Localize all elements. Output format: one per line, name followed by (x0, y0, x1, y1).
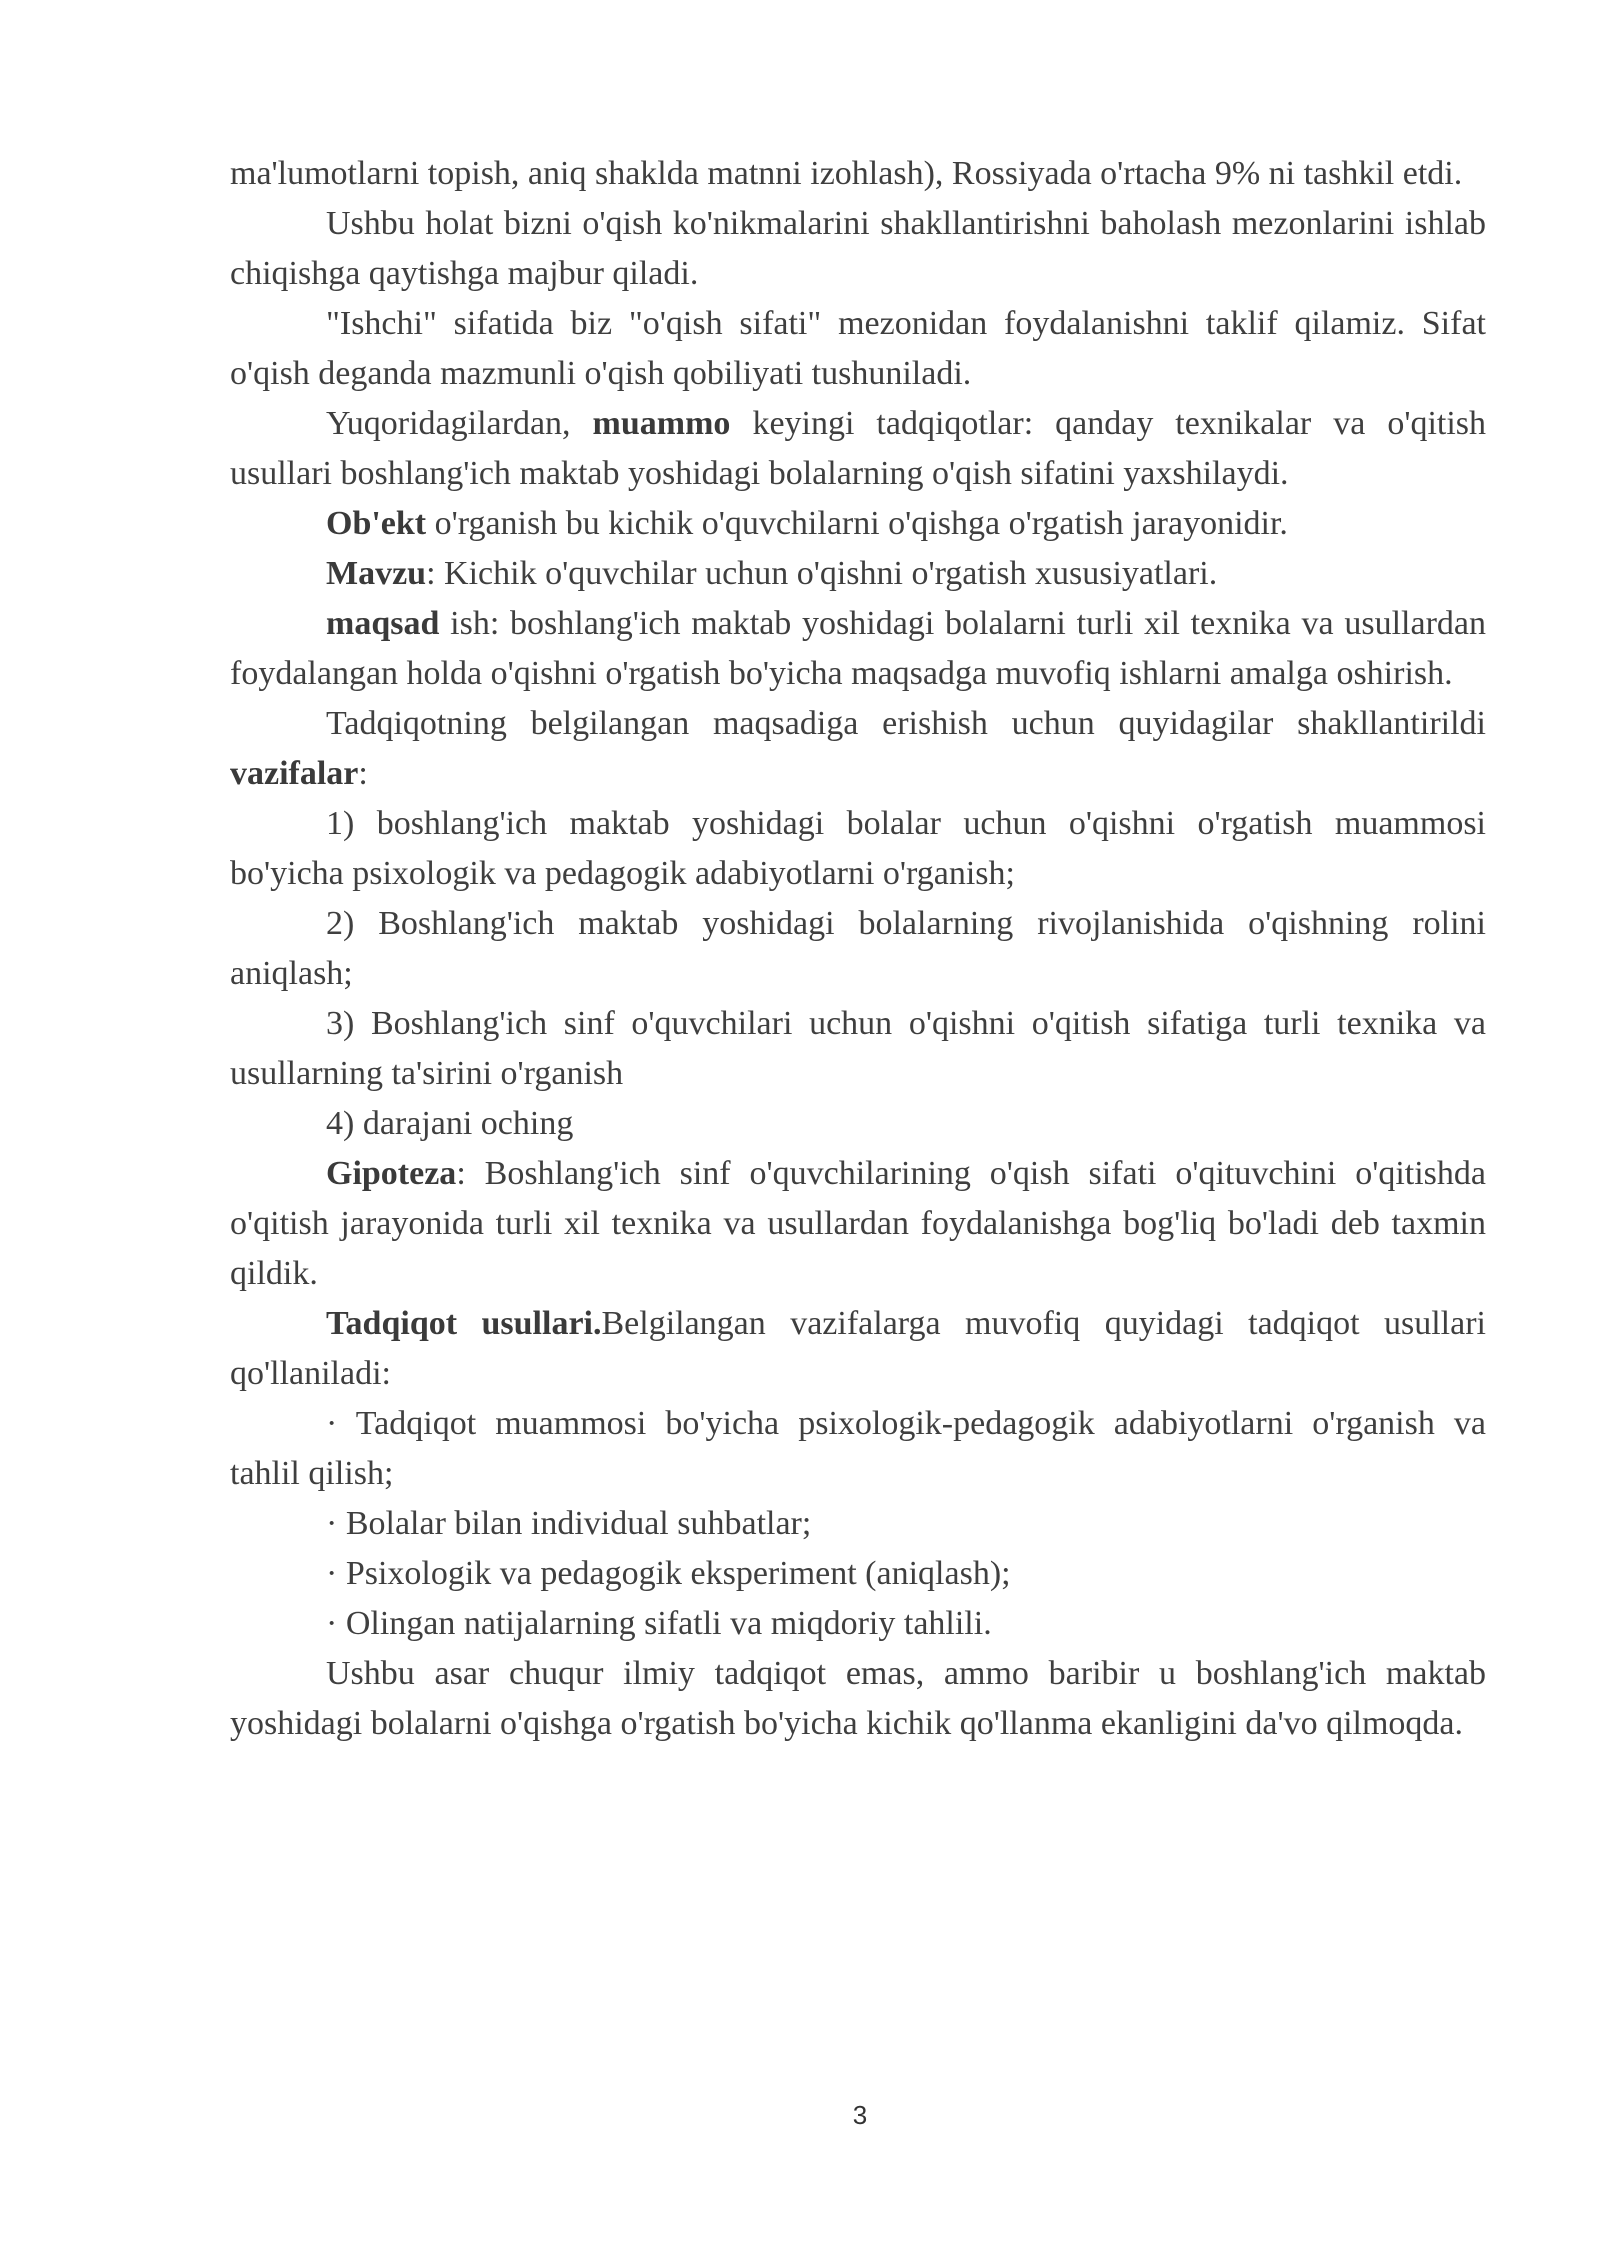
paragraph-assessment-criteria: Ushbu holat bizni o'qish ko'nikmalarini shakllantirishni baholash mezonlarini ishlab chiqishga qaytishga majbur qiladi. (230, 205, 1486, 292)
paragraph-continuation: ma'lumotlarni topish, aniq shaklda matnni izohlash), Rossiyada o'rtacha 9% ni tashkil etdi. (230, 155, 1463, 192)
subject-term: Mavzu (326, 555, 427, 592)
paragraph-subject: Mavzu: Kichik o'quvchilar uchun o'qishni o'rgatish xususiyatlari. (326, 555, 1218, 592)
object-term: Ob'ekt (326, 505, 427, 542)
methods-term: Tadqiqot usullari. (326, 1305, 602, 1342)
page-number: 3 (852, 2100, 868, 2130)
paragraph-methods-intro: Tadqiqot usullari.Belgilangan vazifalarga muvofiq quyidagi tadqiqot usullari qo'llaniladi: (230, 1305, 1486, 1392)
paragraph-goal: maqsad ish: boshlang'ich maktab yoshidagi bolalarni turli xil texnika va usullardan foydalangan holda o'qishni o'rgatish bo'yicha maqsadga muvofiq ishlarni amalga oshirish. (230, 605, 1486, 692)
paragraph-problem: Yuqoridagilardan, muammo keyingi tadqiqotlar: qanday texnikalar va o'qitish usullari boshlang'ich maktab yoshidagi bolalarning o'qish sifatini yaxshilaydi. (230, 405, 1487, 492)
task-item-1: 1) boshlang'ich maktab yoshidagi bolalar uchun o'qishni o'rgatish muammosi bo'yicha psixologik va pedagogik adabiyotlarni o'rganish; (230, 805, 1486, 892)
method-item-3: · Psixologik va pedagogik eksperiment (aniqlash); (326, 1555, 1011, 1592)
goal-term: maqsad (326, 605, 440, 642)
problem-term: muammo (592, 405, 731, 442)
task-item-3: 3) Boshlang'ich sinf o'quvchilari uchun o'qishni o'qitish sifatiga turli texnika va usullarning ta'sirini o'rganish (230, 1005, 1486, 1092)
paragraph-reading-quality: "Ishchi" sifatida biz "o'qish sifati" mezonidan foydalanishni taklif qilamiz. Sifat o'qish deganda mazmunli o'qish qobiliyati tushuniladi. (230, 305, 1486, 392)
paragraph-hypothesis: Gipoteza: Boshlang'ich sinf o'quvchilarining o'qish sifati o'qituvchini o'qitishda o'qitish jarayonida turli xil texnika va usullardan foydalanishga bog'liq bo'ladi deb taxmin qildik. (230, 1155, 1486, 1292)
paragraph-conclusion: Ushbu asar chuqur ilmiy tadqiqot emas, ammo baribir u boshlang'ich maktab yoshidagi bolalarni o'qishga o'rgatish bo'yicha kichik qo'llanma ekanligini da'vo qilmoqda. (230, 1655, 1486, 1742)
method-item-1: · Tadqiqot muammosi bo'yicha psixologik-pedagogik adabiyotlarni o'rganish va tahlil qilish; (230, 1405, 1486, 1492)
method-item-4: · Olingan natijalarning sifatli va miqdoriy tahlili. (326, 1605, 992, 1642)
task-item-2: 2) Boshlang'ich maktab yoshidagi bolalarning rivojlanishida o'qishning rolini aniqlash; (230, 905, 1486, 992)
paragraph-object: Ob'ekt o'rganish bu kichik o'quvchilarni o'qishga o'rgatish jarayonidir. (326, 505, 1288, 542)
tasks-term: vazifalar (230, 755, 359, 792)
method-item-2: · Bolalar bilan individual suhbatlar; (326, 1505, 812, 1542)
paragraph-tasks-intro: Tadqiqotning belgilangan maqsadiga erishish uchun quyidagilar shakllantirildi vazifalar: (230, 705, 1486, 792)
hypothesis-term: Gipoteza (326, 1155, 457, 1192)
document-body (230, 149, 1486, 1749)
task-item-4: 4) darajani oching (326, 1105, 574, 1142)
